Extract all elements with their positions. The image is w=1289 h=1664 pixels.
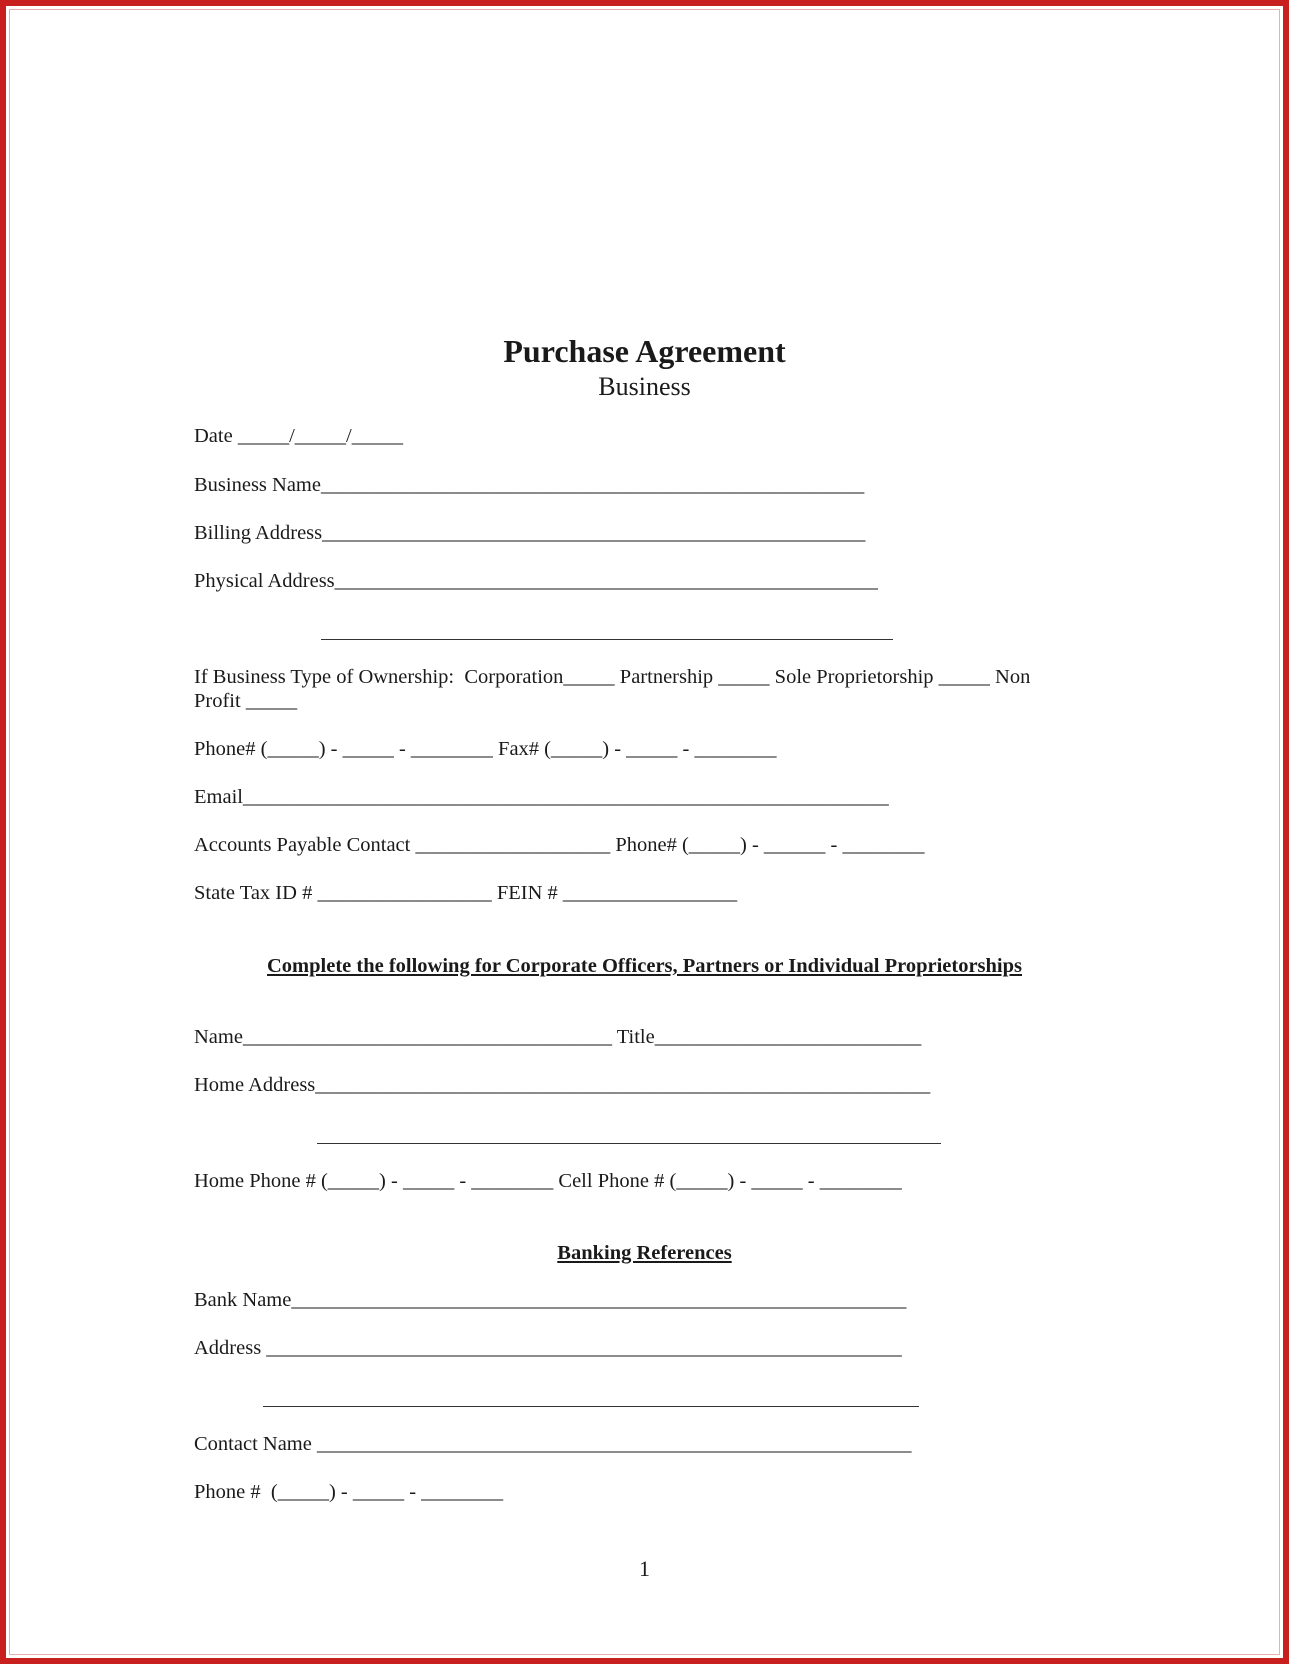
physical-address-line-2[interactable] (321, 639, 893, 640)
tax-id-field[interactable]: State Tax ID # _________________ FEIN # _________________ (194, 882, 738, 904)
accounts-payable-contact-field[interactable]: Accounts Payable Contact ___________________ Phone# (_____) - ______ - ________ (194, 834, 925, 856)
physical-address-field[interactable]: Physical Address_____________________________________________________ (194, 570, 878, 592)
page-number: 1 (639, 1556, 650, 1581)
phone-fax-field[interactable]: Phone# (_____) - _____ - ________ Fax# (_____) - _____ - ________ (194, 738, 777, 760)
home-address-line-2[interactable] (317, 1143, 941, 1144)
home-address-field[interactable]: Home Address____________________________________________________________ (194, 1074, 931, 1096)
ownership-type-line-1[interactable]: If Business Type of Ownership: Corporation_____ Partnership _____ Sole Proprietorship _____ Non (194, 666, 1031, 688)
bank-address-field[interactable]: Address ______________________________________________________________ (194, 1337, 902, 1359)
officers-section-heading: Complete the following for Corporate Officers, Partners or Individual Proprietorships (267, 955, 1022, 977)
bank-phone-field[interactable]: Phone # (_____) - _____ - ________ (194, 1481, 504, 1503)
ownership-type-line-2[interactable]: Profit _____ (194, 690, 298, 712)
contact-name-field[interactable]: Contact Name __________________________________________________________ (194, 1433, 912, 1455)
document-title: Purchase Agreement (503, 333, 786, 369)
email-field[interactable]: Email_______________________________________________________________ (194, 786, 889, 808)
home-cell-phone-field[interactable]: Home Phone # (_____) - _____ - ________ Cell Phone # (_____) - _____ - ________ (194, 1170, 902, 1192)
bank-name-field[interactable]: Bank Name____________________________________________________________ (194, 1289, 907, 1311)
business-name-field[interactable]: Business Name_____________________________________________________ (194, 474, 865, 496)
billing-address-field[interactable]: Billing Address_____________________________________________________ (194, 522, 866, 544)
document-subtitle: Business (598, 372, 691, 401)
bank-address-line-2[interactable] (263, 1406, 919, 1407)
banking-section-heading: Banking References (557, 1242, 732, 1264)
officer-name-title-field[interactable]: Name____________________________________ Title__________________________ (194, 1026, 922, 1048)
date-field[interactable]: Date _____/_____/_____ (194, 425, 403, 447)
